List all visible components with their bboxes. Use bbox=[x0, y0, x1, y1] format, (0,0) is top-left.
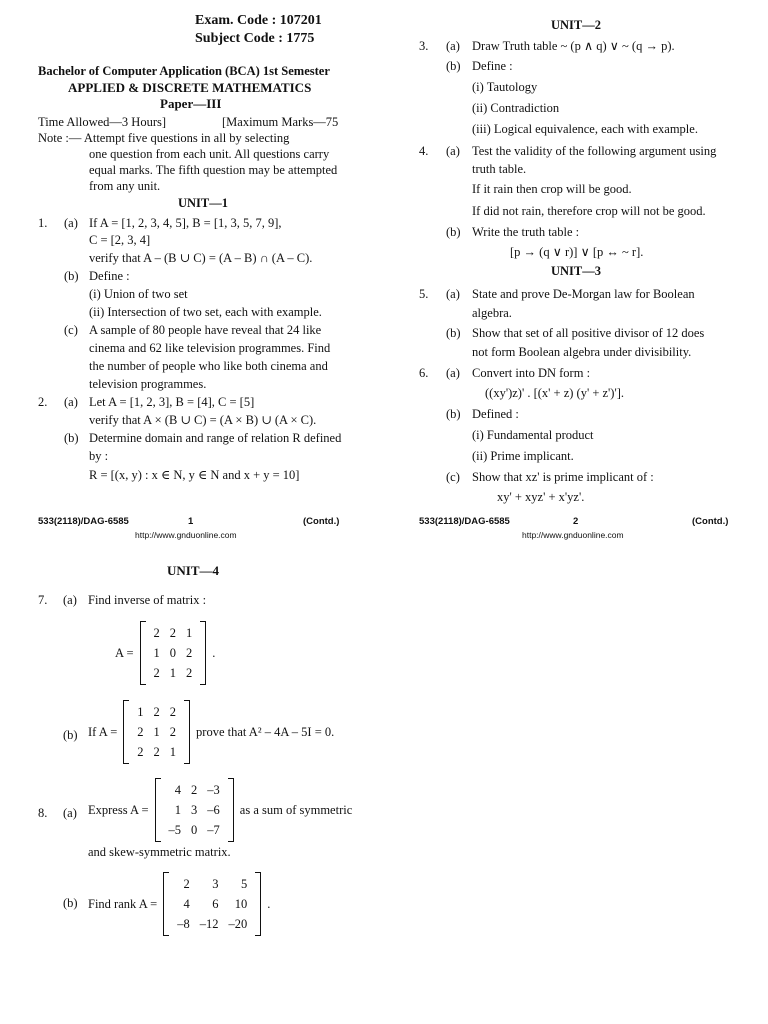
matrix-8a-body bbox=[155, 778, 234, 842]
matrix-7b bbox=[88, 700, 334, 764]
matrix-cell: 2 bbox=[186, 645, 193, 660]
matrix-cell: 1 bbox=[186, 625, 193, 640]
q5-number: 5. bbox=[419, 287, 429, 301]
matrix-cell: 0 bbox=[191, 822, 198, 837]
program-title: Bachelor of Computer Application (BCA) 1st Semester bbox=[38, 64, 330, 78]
q1b-label: (b) bbox=[64, 269, 79, 283]
matrix-cell: 4 bbox=[183, 896, 190, 911]
q6a-label: (a) bbox=[446, 366, 460, 380]
q1a-label: (a) bbox=[64, 216, 78, 230]
note-line-2: one question from each unit. All questions carry bbox=[89, 147, 330, 161]
matrix-cell: 5 bbox=[240, 876, 248, 891]
left-url[interactable]: http://www.gnduonline.com bbox=[135, 530, 237, 540]
matrix-cell: –12 bbox=[199, 916, 219, 931]
q1c-line-3: the number of people who like both cinema and bbox=[89, 359, 328, 373]
q4b-label: (b) bbox=[446, 225, 461, 239]
q5a-line-1: State and prove De-Morgan law for Boolean bbox=[472, 287, 695, 301]
matrix-cell: –3 bbox=[207, 782, 220, 797]
matrix-cell: –6 bbox=[207, 802, 220, 817]
q4b-line-2: [p → (q ∨ r)] ∨ [p ↔ ~ r]. bbox=[510, 245, 644, 259]
matrix-8a-after: as a sum of symmetric bbox=[239, 802, 353, 817]
matrix-cell: 6 bbox=[212, 896, 219, 911]
maximum-marks: [Maximum Marks—75 bbox=[222, 115, 339, 129]
q2b-line-3: R = [(x, y) : x ∈ N, y ∈ N and x + y = 10] bbox=[89, 468, 300, 482]
left-contd: (Contd.) bbox=[303, 516, 340, 527]
q7b-label: (b) bbox=[63, 728, 78, 742]
q8-number: 8. bbox=[38, 806, 48, 820]
course-title: APPLIED & DISCRETE MATHEMATICS bbox=[68, 80, 312, 95]
q4a-line-4: If did not rain, therefore crop will not be good. bbox=[472, 204, 706, 218]
matrix-cell: 2 bbox=[169, 704, 177, 719]
note-line-3: equal marks. The fifth question may be attempted bbox=[89, 163, 338, 177]
matrix-cell: –5 bbox=[168, 822, 182, 837]
matrix-row bbox=[172, 914, 252, 934]
matrix-row bbox=[164, 800, 225, 820]
matrix-cell: 2 bbox=[153, 744, 160, 759]
q6b-line-2: (i) Fundamental product bbox=[472, 428, 594, 442]
matrix-row bbox=[149, 663, 198, 683]
matrix-row bbox=[164, 820, 225, 840]
q3b-line-1: Define : bbox=[472, 59, 513, 73]
matrix-cell: –8 bbox=[177, 916, 190, 931]
q5b-label: (b) bbox=[446, 326, 461, 340]
q3a-label: (a) bbox=[446, 39, 460, 53]
q6c-label: (c) bbox=[446, 470, 460, 484]
q4b-line-1: Write the truth table : bbox=[472, 225, 580, 239]
q6a-line-1: Convert into DN form : bbox=[472, 366, 591, 380]
matrix-cell: 1 bbox=[153, 724, 160, 739]
q6b-line-3: (ii) Prime implicant. bbox=[472, 449, 574, 463]
matrix-cell: 0 bbox=[169, 645, 177, 660]
matrix-row bbox=[132, 742, 181, 762]
q3b-line-3: (ii) Contradiction bbox=[472, 101, 560, 115]
q5b-line-2: not form Boolean algebra under divisibility. bbox=[472, 345, 692, 359]
matrix-cell: 2 bbox=[153, 625, 160, 640]
q1c-label: (c) bbox=[64, 323, 78, 337]
left-footer-code: 533(2118)/DAG-6585 bbox=[38, 516, 129, 527]
q2b-line-1: Determine domain and range of relation R defined bbox=[89, 431, 342, 445]
q3a-text: Draw Truth table ~ (p ∧ q) ∨ ~ (q → p). bbox=[472, 39, 675, 53]
q6c-line-2: xy' + xyz' + x'yz'. bbox=[497, 490, 585, 504]
matrix-cell: 2 bbox=[186, 665, 193, 680]
q6b-label: (b) bbox=[446, 407, 461, 421]
q1a-line-1: If A = [1, 2, 3, 4, 5], B = [1, 3, 5, 7, 9], bbox=[89, 216, 282, 230]
paper-number: Paper—III bbox=[160, 96, 222, 111]
q4a-line-1: Test the validity of the following argument using bbox=[472, 144, 717, 158]
matrix-cell: 10 bbox=[234, 896, 248, 911]
matrix-cell: 1 bbox=[137, 704, 144, 719]
unit-1-heading: UNIT—1 bbox=[178, 196, 229, 210]
time-allowed: Time Allowed—3 Hours] bbox=[38, 115, 167, 129]
q1c-line-4: television programmes. bbox=[89, 377, 207, 391]
q2-number: 2. bbox=[38, 395, 48, 409]
matrix-8b-label: Find rank A = bbox=[88, 896, 158, 911]
q5b-line-1: Show that set of all positive divisor of 12 does bbox=[472, 326, 705, 340]
unit-4-heading: UNIT—4 bbox=[167, 563, 220, 578]
matrix-cell: 2 bbox=[169, 724, 177, 739]
matrix-8a-label: Express A = bbox=[88, 802, 149, 817]
q4-number: 4. bbox=[419, 144, 429, 158]
matrix-7a-body bbox=[140, 621, 207, 685]
matrix-cell: 3 bbox=[212, 876, 219, 891]
q7-number: 7. bbox=[38, 593, 48, 607]
q1c-line-2: cinema and 62 like television programmes. Find bbox=[89, 341, 331, 355]
q2a-line-2: verify that A × (B ∪ C) = (A × B) ∪ (A × C). bbox=[89, 413, 317, 427]
right-contd: (Contd.) bbox=[692, 516, 729, 527]
matrix-cell: 2 bbox=[153, 665, 160, 680]
q2a-line-1: Let A = [1, 2, 3], B = [4], C = [5] bbox=[89, 395, 255, 409]
matrix-cell: 1 bbox=[153, 645, 160, 660]
q6c-line-1: Show that xz' is prime implicant of : bbox=[472, 470, 654, 484]
exam-code: Exam. Code : 107201 bbox=[195, 13, 322, 28]
q4a-line-2: truth table. bbox=[472, 162, 527, 176]
unit-2-heading: UNIT—2 bbox=[551, 18, 602, 32]
matrix-8b bbox=[88, 872, 270, 936]
q2b-label: (b) bbox=[64, 431, 79, 445]
right-page-number: 2 bbox=[573, 516, 579, 527]
q8a-line-2: and skew-symmetric matrix. bbox=[88, 845, 231, 859]
q3b-line-2: (i) Tautology bbox=[472, 80, 538, 94]
matrix-cell: 2 bbox=[191, 782, 198, 797]
matrix-cell: 1 bbox=[169, 744, 177, 759]
matrix-7b-label: If A = bbox=[88, 724, 118, 739]
q7a-label: (a) bbox=[63, 593, 77, 607]
q4a-line-3: If it rain then crop will be good. bbox=[472, 182, 632, 196]
q1c-line-1: A sample of 80 people have reveal that 24 like bbox=[89, 323, 322, 337]
q7a-text: Find inverse of matrix : bbox=[88, 593, 207, 607]
q3b-line-4: (iii) Logical equivalence, each with example. bbox=[472, 122, 698, 136]
q4a-label: (a) bbox=[446, 144, 460, 158]
q1a-line-2: C = [2, 3, 4] bbox=[89, 233, 151, 247]
matrix-cell: –7 bbox=[207, 822, 220, 837]
matrix-7b-body bbox=[123, 700, 190, 764]
matrix-cell: 2 bbox=[137, 744, 144, 759]
q6a-line-2: ((xy')z)' . [(x' + z) (y' + z')']. bbox=[485, 386, 625, 400]
matrix-8a bbox=[88, 778, 352, 842]
matrix-7a-after: . bbox=[212, 645, 216, 660]
matrix-cell: 4 bbox=[174, 782, 182, 797]
matrix-row bbox=[149, 643, 198, 663]
subject-code: Subject Code : 1775 bbox=[195, 31, 315, 46]
matrix-cell: 2 bbox=[153, 704, 160, 719]
q6b-line-1: Defined : bbox=[472, 407, 519, 421]
q3b-label: (b) bbox=[446, 59, 461, 73]
note-line-1: Note :— Attempt five questions in all by selecting bbox=[38, 131, 290, 145]
matrix-7a bbox=[115, 621, 215, 685]
q5a-label: (a) bbox=[446, 287, 460, 301]
matrix-row bbox=[132, 722, 181, 742]
matrix-7b-after: prove that A² – 4A – 5I = 0. bbox=[196, 724, 335, 739]
q3-number: 3. bbox=[419, 39, 429, 53]
right-url[interactable]: http://www.gnduonline.com bbox=[522, 530, 624, 540]
q5a-line-2: algebra. bbox=[472, 306, 512, 320]
q1-number: 1. bbox=[38, 216, 48, 230]
matrix-cell: –20 bbox=[228, 916, 248, 931]
matrix-row bbox=[149, 623, 198, 643]
left-page-number: 1 bbox=[188, 516, 194, 527]
matrix-row bbox=[172, 894, 252, 914]
q1a-line-3: verify that A – (B ∪ C) = (A – B) ∩ (A – C). bbox=[89, 251, 313, 265]
q1b-line-3: (ii) Intersection of two set, each with example. bbox=[89, 305, 322, 319]
q1b-line-2: (i) Union of two set bbox=[89, 287, 188, 301]
matrix-cell: 1 bbox=[169, 665, 177, 680]
unit-3-heading: UNIT—3 bbox=[551, 264, 602, 278]
matrix-cell: 2 bbox=[169, 625, 177, 640]
q1b-line-1: Define : bbox=[89, 269, 130, 283]
q8a-label: (a) bbox=[63, 806, 77, 820]
matrix-cell: 2 bbox=[137, 724, 144, 739]
matrix-cell: 1 bbox=[174, 802, 182, 817]
note-line-4: from any unit. bbox=[89, 179, 161, 193]
q2b-line-2: by : bbox=[89, 449, 109, 463]
matrix-8b-body bbox=[163, 872, 261, 936]
matrix-8b-after: . bbox=[267, 896, 271, 911]
q8b-label: (b) bbox=[63, 896, 78, 910]
right-footer-code: 533(2118)/DAG-6585 bbox=[419, 516, 510, 527]
q6-number: 6. bbox=[419, 366, 429, 380]
matrix-cell: 3 bbox=[191, 802, 198, 817]
q2a-label: (a) bbox=[64, 395, 78, 409]
matrix-row bbox=[164, 780, 225, 800]
matrix-cell: 2 bbox=[183, 876, 190, 891]
matrix-row bbox=[132, 702, 181, 722]
matrix-row bbox=[172, 874, 252, 894]
matrix-7a-label: A = bbox=[115, 645, 134, 660]
